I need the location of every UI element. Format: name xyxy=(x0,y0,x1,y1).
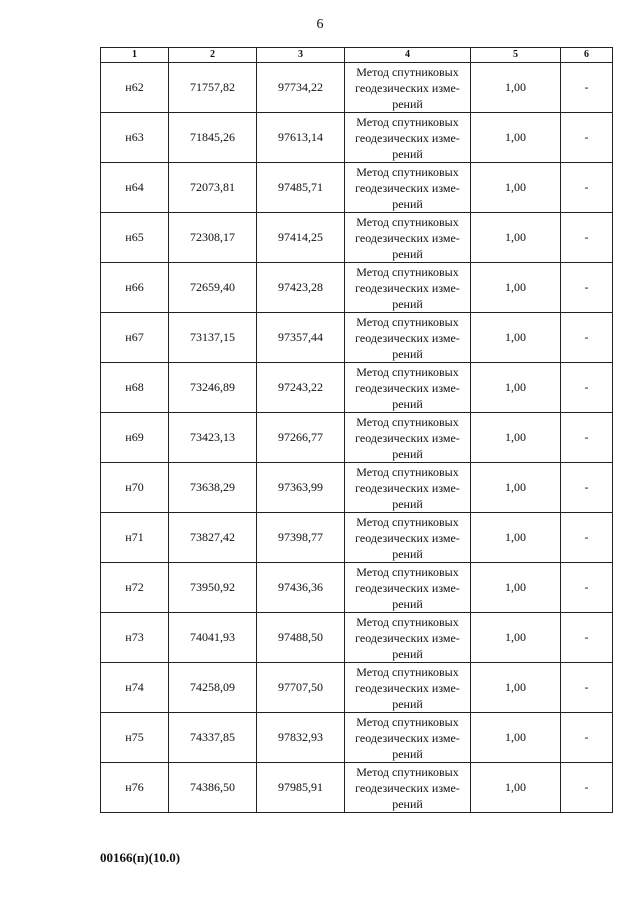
method-cell xyxy=(345,213,471,263)
table-row xyxy=(101,163,613,213)
x-coordinate-cell: 74041,93 xyxy=(169,613,257,663)
table-row xyxy=(101,713,613,763)
x-coordinate-cell: 73950,92 xyxy=(169,563,257,613)
x-coordinate-cell: 73827,42 xyxy=(169,513,257,563)
method-text-line: геодезических изме- xyxy=(355,580,460,595)
method-text-line: Метод спутниковых xyxy=(356,714,459,729)
table-row xyxy=(101,563,613,613)
y-coordinate-cell: 97363,99 xyxy=(257,463,345,513)
method-cell xyxy=(345,363,471,413)
point-name-cell: н70 xyxy=(101,463,169,513)
point-name-cell: н73 xyxy=(101,613,169,663)
column-header-1: 1 xyxy=(101,48,169,63)
y-coordinate-cell: 97423,28 xyxy=(257,263,345,313)
method-text-line: Метод спутниковых xyxy=(356,64,459,79)
method-text-line: Метод спутниковых xyxy=(356,414,459,429)
point-name-cell: н75 xyxy=(101,713,169,763)
x-coordinate-cell: 72073,81 xyxy=(169,163,257,213)
y-coordinate-cell: 97266,77 xyxy=(257,413,345,463)
accuracy-cell: 1,00 xyxy=(471,163,561,213)
accuracy-cell: 1,00 xyxy=(471,463,561,513)
coordinates-table xyxy=(100,47,613,813)
y-coordinate-cell: 97414,25 xyxy=(257,213,345,263)
y-coordinate-cell: 97613,14 xyxy=(257,113,345,163)
y-coordinate-cell: 97734,22 xyxy=(257,63,345,113)
accuracy-cell: 1,00 xyxy=(471,313,561,363)
method-text-line: рений xyxy=(392,96,423,111)
y-coordinate-cell: 97985,91 xyxy=(257,763,345,813)
accuracy-cell: 1,00 xyxy=(471,63,561,113)
column-header-5: 5 xyxy=(471,48,561,63)
point-name-cell: н63 xyxy=(101,113,169,163)
x-coordinate-cell: 73137,15 xyxy=(169,313,257,363)
y-coordinate-cell: 97485,71 xyxy=(257,163,345,213)
note-cell: - xyxy=(561,563,613,613)
accuracy-cell: 1,00 xyxy=(471,763,561,813)
note-cell: - xyxy=(561,763,613,813)
note-cell: - xyxy=(561,213,613,263)
point-name-cell: н68 xyxy=(101,363,169,413)
method-text-line: геодезических изме- xyxy=(355,280,460,295)
method-text-line: Метод спутниковых xyxy=(356,764,459,779)
table-row xyxy=(101,313,613,363)
column-header-3: 3 xyxy=(257,48,345,63)
method-text-line: рений xyxy=(392,346,423,361)
y-coordinate-cell: 97832,93 xyxy=(257,713,345,763)
method-cell xyxy=(345,63,471,113)
x-coordinate-cell: 74258,09 xyxy=(169,663,257,713)
table-row xyxy=(101,463,613,513)
note-cell: - xyxy=(561,413,613,463)
table-row xyxy=(101,263,613,313)
method-text-line: геодезических изме- xyxy=(355,730,460,745)
method-text-line: рений xyxy=(392,246,423,261)
method-text-line: рений xyxy=(392,546,423,561)
column-header-4: 4 xyxy=(345,48,471,63)
table-row xyxy=(101,63,613,113)
table-row xyxy=(101,763,613,813)
method-cell xyxy=(345,763,471,813)
method-text-line: Метод спутниковых xyxy=(356,614,459,629)
method-cell xyxy=(345,263,471,313)
x-coordinate-cell: 71845,26 xyxy=(169,113,257,163)
accuracy-cell: 1,00 xyxy=(471,213,561,263)
method-text-line: геодезических изме- xyxy=(355,80,460,95)
note-cell: - xyxy=(561,513,613,563)
table-row xyxy=(101,213,613,263)
accuracy-cell: 1,00 xyxy=(471,713,561,763)
method-text-line: геодезических изме- xyxy=(355,530,460,545)
x-coordinate-cell: 73638,29 xyxy=(169,463,257,513)
point-name-cell: н71 xyxy=(101,513,169,563)
method-cell xyxy=(345,663,471,713)
accuracy-cell: 1,00 xyxy=(471,663,561,713)
method-text-line: рений xyxy=(392,746,423,761)
method-text-line: Метод спутниковых xyxy=(356,514,459,529)
method-text-line: рений xyxy=(392,446,423,461)
point-name-cell: н72 xyxy=(101,563,169,613)
y-coordinate-cell: 97357,44 xyxy=(257,313,345,363)
method-text-line: геодезических изме- xyxy=(355,480,460,495)
point-name-cell: н69 xyxy=(101,413,169,463)
y-coordinate-cell: 97488,50 xyxy=(257,613,345,663)
method-cell xyxy=(345,563,471,613)
method-text-line: рений xyxy=(392,496,423,511)
x-coordinate-cell: 71757,82 xyxy=(169,63,257,113)
method-text-line: рений xyxy=(392,696,423,711)
point-name-cell: н65 xyxy=(101,213,169,263)
accuracy-cell: 1,00 xyxy=(471,263,561,313)
x-coordinate-cell: 73423,13 xyxy=(169,413,257,463)
method-text-line: рений xyxy=(392,596,423,611)
method-text-line: Метод спутниковых xyxy=(356,314,459,329)
accuracy-cell: 1,00 xyxy=(471,113,561,163)
note-cell: - xyxy=(561,263,613,313)
table-body xyxy=(101,63,613,813)
x-coordinate-cell: 74386,50 xyxy=(169,763,257,813)
method-text-line: геодезических изме- xyxy=(355,380,460,395)
accuracy-cell: 1,00 xyxy=(471,413,561,463)
method-text-line: рений xyxy=(392,796,423,811)
column-header-2: 2 xyxy=(169,48,257,63)
point-name-cell: н67 xyxy=(101,313,169,363)
note-cell: - xyxy=(561,663,613,713)
method-text-line: рений xyxy=(392,396,423,411)
method-text-line: геодезических изме- xyxy=(355,680,460,695)
table-row xyxy=(101,113,613,163)
method-text-line: рений xyxy=(392,646,423,661)
method-text-line: Метод спутниковых xyxy=(356,164,459,179)
method-text-line: рений xyxy=(392,146,423,161)
method-cell xyxy=(345,613,471,663)
method-text-line: геодезических изме- xyxy=(355,130,460,145)
x-coordinate-cell: 74337,85 xyxy=(169,713,257,763)
method-text-line: геодезических изме- xyxy=(355,630,460,645)
accuracy-cell: 1,00 xyxy=(471,363,561,413)
method-text-line: Метод спутниковых xyxy=(356,464,459,479)
y-coordinate-cell: 97707,50 xyxy=(257,663,345,713)
note-cell: - xyxy=(561,713,613,763)
method-text-line: геодезических изме- xyxy=(355,780,460,795)
method-cell xyxy=(345,463,471,513)
note-cell: - xyxy=(561,363,613,413)
method-text-line: Метод спутниковых xyxy=(356,564,459,579)
note-cell: - xyxy=(561,463,613,513)
x-coordinate-cell: 72308,17 xyxy=(169,213,257,263)
table-header-row xyxy=(101,48,613,63)
point-name-cell: н74 xyxy=(101,663,169,713)
table-row xyxy=(101,613,613,663)
method-text-line: рений xyxy=(392,296,423,311)
table-row xyxy=(101,363,613,413)
method-cell xyxy=(345,113,471,163)
method-cell xyxy=(345,313,471,363)
method-text-line: Метод спутниковых xyxy=(356,664,459,679)
accuracy-cell: 1,00 xyxy=(471,613,561,663)
column-header-6: 6 xyxy=(561,48,613,63)
accuracy-cell: 1,00 xyxy=(471,513,561,563)
method-text-line: геодезических изме- xyxy=(355,180,460,195)
point-name-cell: н66 xyxy=(101,263,169,313)
note-cell: - xyxy=(561,163,613,213)
x-coordinate-cell: 73246,89 xyxy=(169,363,257,413)
method-text-line: рений xyxy=(392,196,423,211)
y-coordinate-cell: 97243,22 xyxy=(257,363,345,413)
point-name-cell: н62 xyxy=(101,63,169,113)
method-text-line: геодезических изме- xyxy=(355,430,460,445)
method-cell xyxy=(345,163,471,213)
y-coordinate-cell: 97398,77 xyxy=(257,513,345,563)
method-cell xyxy=(345,413,471,463)
method-text-line: Метод спутниковых xyxy=(356,264,459,279)
accuracy-cell: 1,00 xyxy=(471,563,561,613)
table-row xyxy=(101,413,613,463)
method-cell xyxy=(345,513,471,563)
method-text-line: Метод спутниковых xyxy=(356,214,459,229)
note-cell: - xyxy=(561,63,613,113)
note-cell: - xyxy=(561,613,613,663)
document-code: 00166(п)(10.0) xyxy=(100,850,181,865)
note-cell: - xyxy=(561,313,613,363)
method-text-line: геодезических изме- xyxy=(355,330,460,345)
method-text-line: Метод спутниковых xyxy=(356,364,459,379)
y-coordinate-cell: 97436,36 xyxy=(257,563,345,613)
method-text-line: Метод спутниковых xyxy=(356,114,459,129)
method-cell xyxy=(345,713,471,763)
method-text-line: геодезических изме- xyxy=(355,230,460,245)
note-cell: - xyxy=(561,113,613,163)
point-name-cell: н76 xyxy=(101,763,169,813)
table-row xyxy=(101,663,613,713)
point-name-cell: н64 xyxy=(101,163,169,213)
page-number: 6 xyxy=(316,17,324,32)
x-coordinate-cell: 72659,40 xyxy=(169,263,257,313)
table-row xyxy=(101,513,613,563)
